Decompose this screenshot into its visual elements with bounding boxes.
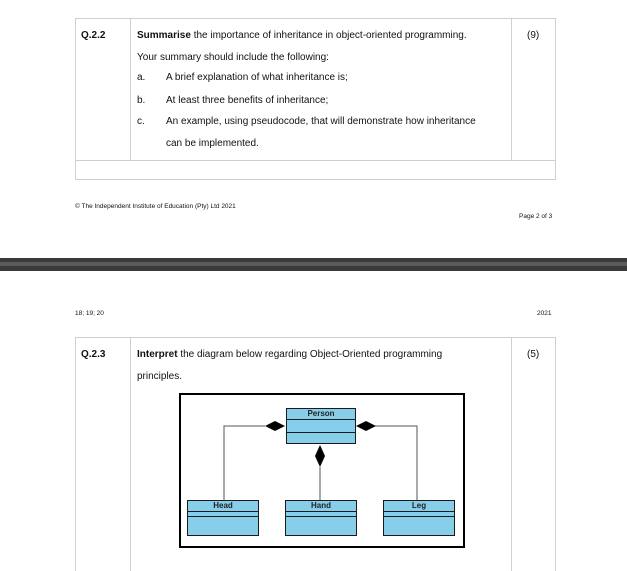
uml-class-person-name: Person xyxy=(287,409,355,420)
list-marker: a. xyxy=(137,72,146,83)
uml-class-head xyxy=(187,500,259,536)
list-marker: c. xyxy=(137,116,145,127)
uml-class-person-attributes xyxy=(287,420,355,433)
connector-person-head xyxy=(224,426,265,500)
uml-class-leg-name: Leg xyxy=(384,501,454,512)
uml-class-hand xyxy=(285,500,357,536)
page-number: Page 2 of 3 xyxy=(519,213,553,220)
question-verb-2: Interpret xyxy=(137,349,178,360)
uml-class-hand-attributes xyxy=(286,512,356,517)
copyright-footer: © The Independent Institute of Education (Pty) Ltd 2021 xyxy=(75,203,236,210)
list-item: A brief explanation of what inheritance is; xyxy=(166,72,348,83)
question-verb: Summarise xyxy=(137,30,191,41)
list-marker: b. xyxy=(137,95,146,106)
composition-diamond-leg xyxy=(356,421,376,431)
list-item: At least three benefits of inheritance; xyxy=(166,95,329,106)
uml-class-head-attributes xyxy=(188,512,258,517)
question-marks-2: (5) xyxy=(527,349,540,360)
question-number: Q.2.2 xyxy=(81,30,106,41)
composition-diamond-head xyxy=(265,421,285,431)
question-text-2-line2: principles. xyxy=(137,371,183,382)
header-codes: 18; 19; 20 xyxy=(75,310,104,317)
uml-class-leg-attributes xyxy=(384,512,454,517)
uml-class-head-name: Head xyxy=(188,501,258,512)
question-marks: (9) xyxy=(527,30,540,41)
uml-class-person xyxy=(286,408,356,444)
list-item-continuation: can be implemented. xyxy=(166,138,259,149)
connector-person-leg xyxy=(375,426,417,500)
header-year: 2021 xyxy=(537,310,552,317)
question-text-2-rest: the diagram below regarding Object-Oriented programming xyxy=(177,349,443,360)
list-item: An example, using pseudocode, that will demonstrate how inheritance xyxy=(166,116,476,127)
uml-class-hand-name: Hand xyxy=(286,501,356,512)
instruction-text: Your summary should include the following: xyxy=(137,52,329,63)
question-text-rest: the importance of inheritance in object-oriented programming. xyxy=(190,30,467,41)
question-number-2: Q.2.3 xyxy=(81,349,106,360)
composition-diamond-hand xyxy=(315,445,325,467)
uml-class-leg xyxy=(383,500,455,536)
